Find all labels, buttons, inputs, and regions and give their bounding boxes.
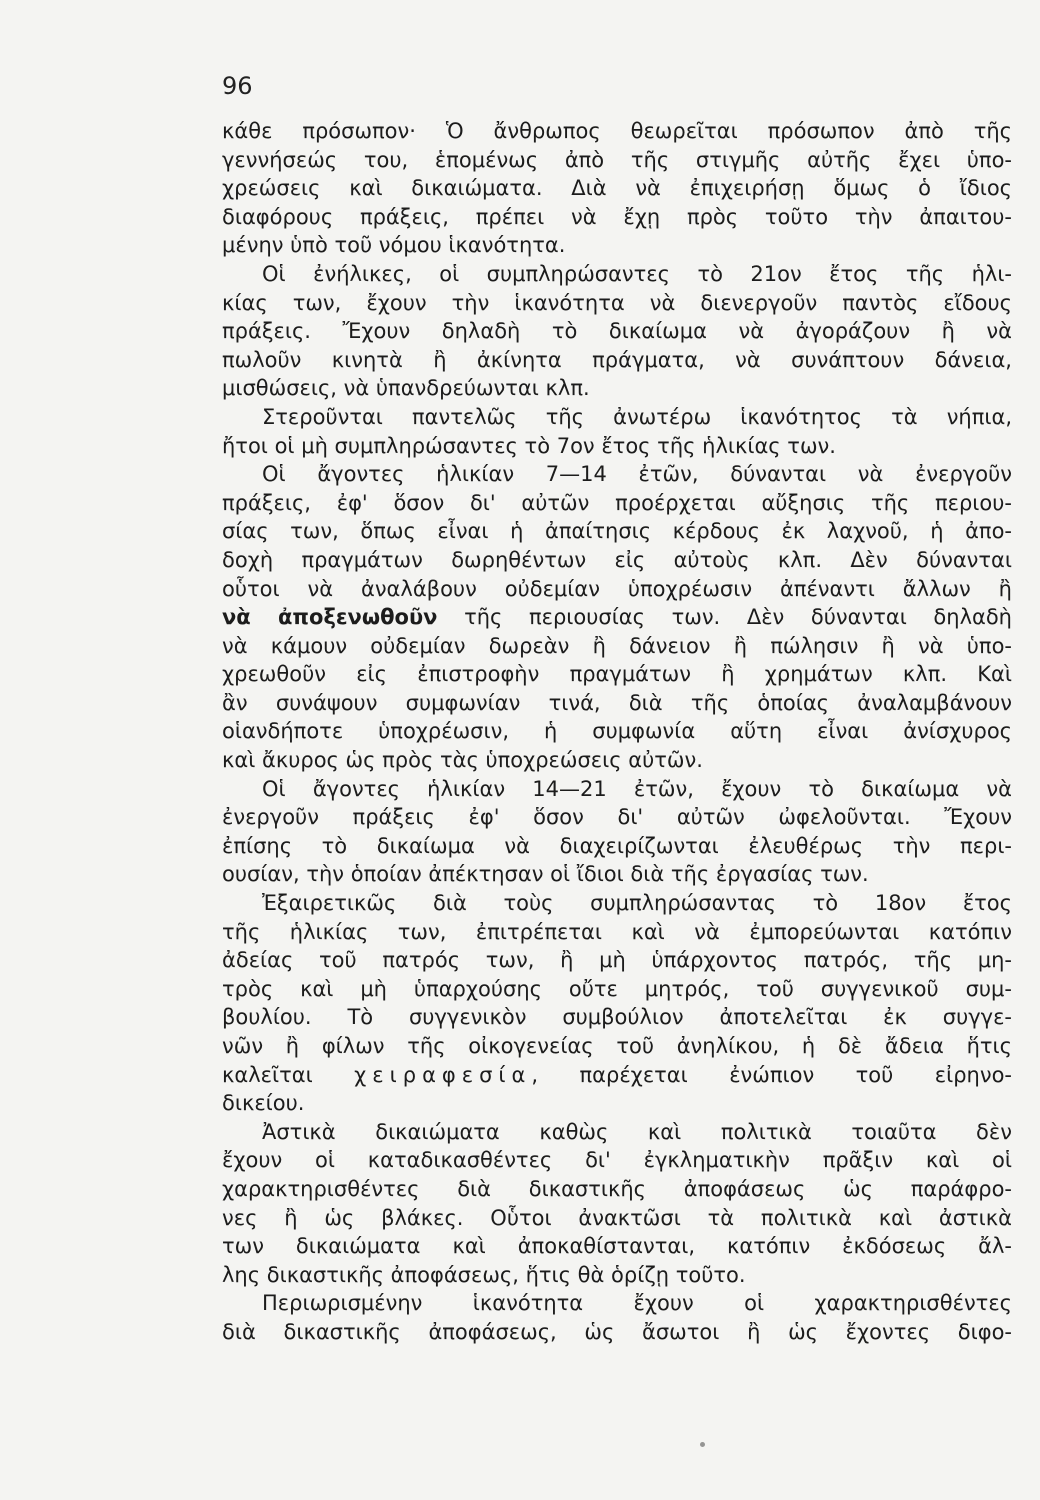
text-line: Στεροῦνται παντελῶς τῆς ἀνωτέρω ἱκανότητος τὰ νήπια, — [262, 404, 1012, 429]
text-line: δικείου. — [222, 1091, 305, 1116]
text-line: νὰ κάμουν οὐδεμίαν δωρεὰν ἢ δάνειον ἢ πώλησιν ἢ νὰ ὑπο- — [222, 633, 1012, 658]
body-text — [222, 117, 1012, 1347]
text-line: νῶν ἢ φίλων τῆς οἰκογενείας τοῦ ἀνηλίκου, ἡ δὲ ἄδεια ἥτις — [222, 1034, 1012, 1058]
text-line: πράξεις. Ἔχουν δηλαδὴ τὸ δικαίωμα νὰ ἀγοράζουν ἢ νὰ — [222, 319, 1012, 344]
text-line: διὰ δικαστικῆς ἀποφάσεως, ὡς ἄσωτοι ἢ ὡς ἔχοντες διφο- — [222, 1319, 1012, 1344]
text-line: πωλοῦν κινητὰ ἢ ἀκίνητα πράγματα, νὰ συνάπτουν δάνεια, — [222, 347, 1012, 372]
line-start: καλεῖται — [222, 1062, 355, 1087]
text-line: Ἐξαιρετικῶς διὰ τοὺς συμπληρώσαντας τὸ 18ον ἔτος — [262, 891, 1012, 916]
text-line: οὗτοι νὰ ἀναλάβουν οὐδεμίαν ὑποχρέωσιν ἀπέναντι ἄλλων ἢ — [222, 576, 1012, 601]
text-line: ἀδείας τοῦ πατρός των, ἢ μὴ ὑπάρχοντος πατρός, τῆς μη- — [222, 948, 1012, 973]
text-line: βουλίου. Τὸ συγγενικὸν συμβούλιον ἀποτελεῖται ἐκ συγγε- — [222, 1005, 1012, 1030]
text-line: σίας των, ὅπως εἶναι ἡ ἀπαίτησις κέρδους ἐκ λαχνοῦ, ἡ ἀπο- — [222, 519, 1012, 544]
text-line: χρεώσεις καὶ δικαιώματα. Διὰ νὰ ἐπιχειρήσῃ ὅμως ὁ ἴδιος — [222, 176, 1012, 201]
text-line: νες ἢ ὡς βλάκες. Οὗτοι ἀνακτῶσι τὰ πολιτικὰ καὶ ἀστικὰ — [222, 1205, 1012, 1230]
text-line: κίας των, ἔχουν τὴν ἱκανότητα νὰ διενεργοῦν παντὸς εἴδους — [222, 290, 1012, 315]
text-line: Οἱ ἄγοντες ἡλικίαν 14—21 ἐτῶν, ἔχουν τὸ δικαίωμα νὰ — [262, 776, 1012, 801]
text-line: καὶ ἄκυρος ὡς πρὸς τὰς ὑποχρεώσεις αὐτῶν. — [222, 748, 703, 773]
text-line: Περιωρισμένην ἱκανότητα ἔχουν οἱ χαρακτηρισθέντες — [262, 1291, 1012, 1316]
text-line: χαρακτηρισθέντες διὰ δικαστικῆς ἀποφάσεως ὡς παράφρο- — [222, 1176, 1012, 1201]
text-line: των δικαιώματα καὶ ἀποκαθίστανται, κατόπιν ἐκδόσεως ἄλ- — [222, 1234, 1012, 1259]
text-line: μένην ὑπὸ τοῦ νόμου ἱκανότητα. — [222, 233, 566, 258]
line-remainder: τῆς περιουσίας των. Δὲν δύνανται δηλαδὴ — [437, 605, 1012, 630]
text-line: κάθε πρόσωπον· Ὁ ἄνθρωπος θεωρεῖται πρόσωπον ἀπὸ τῆς — [222, 119, 1012, 143]
text-line: Οἱ ἐνήλικες, οἱ συμπληρώσαντες τὸ 21ον ἔτος τῆς ἡλι- — [262, 261, 1012, 286]
text-line: τρὸς καὶ μὴ ὑπαρχούσης οὔτε μητρός, τοῦ συγγενικοῦ συμ- — [222, 976, 1012, 1001]
spaced-term: χειραφεσία — [354, 1062, 532, 1087]
page-number: 96 — [222, 72, 253, 100]
text-line-with-spaced-term — [222, 1061, 1012, 1090]
text-line: τῆς ἡλικίας των, ἐπιτρέπεται καὶ νὰ ἐμπορεύωνται κατόπιν — [222, 919, 1012, 944]
text-line: Οἱ ἄγοντες ἡλικίαν 7—14 ἐτῶν, δύνανται νὰ ἐνεργοῦν — [262, 462, 1012, 487]
text-line: ἐνεργοῦν πράξεις ἐφ' ὅσον δι' αὐτῶν ὠφελοῦνται. Ἔχουν — [222, 805, 1012, 830]
text-line: μισθώσεις, νὰ ὑπανδρεύωνται κλπ. — [222, 376, 590, 401]
text-line-with-bold — [222, 603, 1012, 632]
bold-phrase: νὰ ἀποξενωθοῦν — [222, 605, 438, 630]
text-line: πράξεις, ἐφ' ὅσον δι' αὐτῶν προέρχεται αὔξησις τῆς περιου- — [222, 490, 1012, 515]
text-line: Ἀστικὰ δικαιώματα καθὼς καὶ πολιτικὰ τοιαῦτα δὲν — [262, 1119, 1012, 1144]
ink-speck — [700, 1442, 705, 1447]
text-line: ἔχουν οἱ καταδικασθέντες δι' ἐγκληματικὴν πρᾶξιν καὶ οἱ — [222, 1148, 1012, 1173]
text-line: οἱανδήποτε ὑποχρέωσιν, ἡ συμφωνία αὕτη εἶναι ἀνίσχυρος — [222, 719, 1012, 744]
line-remainder: , παρέχεται ἐνώπιον τοῦ εἰρηνο- — [531, 1062, 1012, 1087]
text-line: δοχὴ πραγμάτων δωρηθέντων εἰς αὐτοὺς κλπ. Δὲν δύνανται — [222, 547, 1012, 572]
text-line: ἤτοι οἱ μὴ συμπληρώσαντες τὸ 7ον ἔτος τῆς ἡλικίας των. — [222, 433, 836, 458]
text-line: λης δικαστικῆς ἀποφάσεως, ἥτις θὰ ὁρίζῃ τοῦτο. — [222, 1262, 746, 1287]
text-line: ἂν συνάψουν συμφωνίαν τινά, διὰ τῆς ὁποίας ἀναλαμβάνουν — [222, 690, 1012, 715]
text-line: ουσίαν, τὴν ὁποίαν ἀπέκτησαν οἱ ἴδιοι διὰ τῆς ἐργασίας των. — [222, 862, 869, 887]
text-line: διαφόρους πράξεις, πρέπει νὰ ἔχῃ πρὸς τοῦτο τὴν ἀπαιτου- — [222, 204, 1012, 229]
text-line: γεννήσεώς του, ἑπομένως ἀπὸ τῆς στιγμῆς αὐτῆς ἔχει ὑπο- — [222, 147, 1012, 172]
text-line: χρεωθοῦν εἰς ἐπιστροφὴν πραγμάτων ἢ χρημάτων κλπ. Καὶ — [222, 662, 1012, 687]
text-line: ἐπίσης τὸ δικαίωμα νὰ διαχειρίζωνται ἐλευθέρως τὴν περι- — [222, 833, 1012, 858]
